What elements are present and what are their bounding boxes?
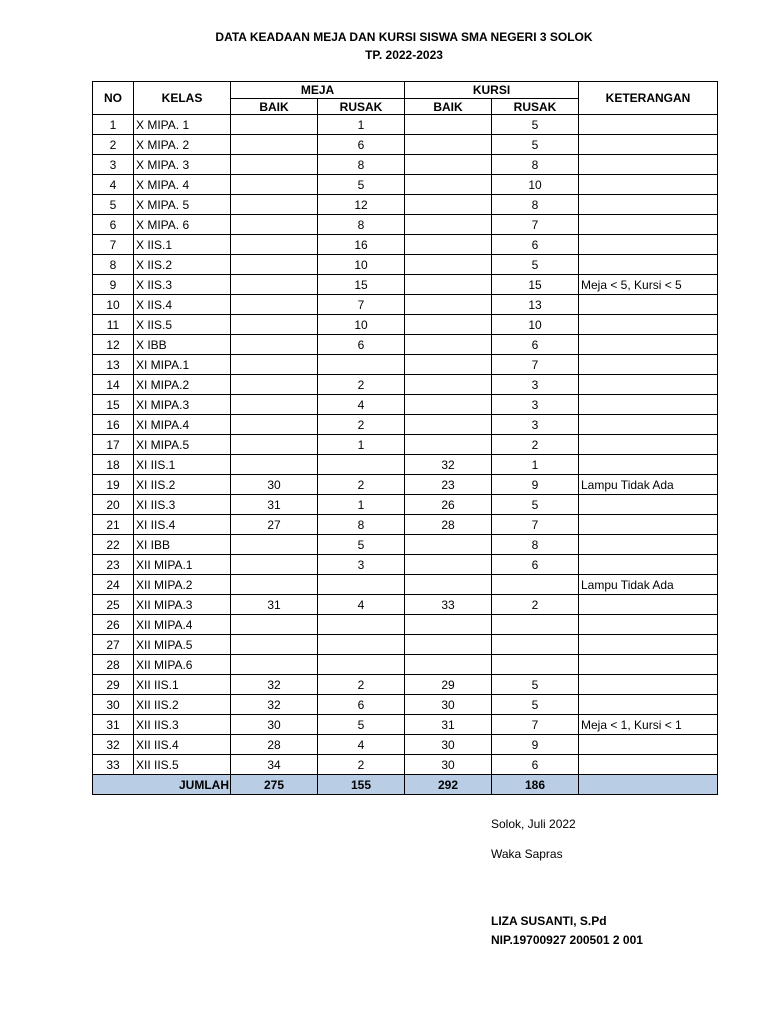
row-kelas: X MIPA. 2	[134, 135, 231, 155]
row-meja-baik	[231, 635, 318, 655]
row-kursi-rusak: 10	[492, 315, 579, 335]
row-meja-baik	[231, 195, 318, 215]
row-keterangan	[579, 255, 718, 275]
row-keterangan	[579, 155, 718, 175]
row-kelas: XII IIS.5	[134, 755, 231, 775]
row-kelas: XII IIS.3	[134, 715, 231, 735]
row-kelas: XI IIS.3	[134, 495, 231, 515]
row-meja-baik	[231, 315, 318, 335]
row-meja-rusak	[318, 455, 405, 475]
row-no: 29	[93, 675, 134, 695]
row-no: 19	[93, 475, 134, 495]
table-row	[93, 575, 718, 595]
table-row	[93, 335, 718, 355]
row-meja-baik	[231, 135, 318, 155]
header-kursi: KURSI	[405, 82, 579, 99]
table-row	[93, 755, 718, 775]
row-kursi-baik: 26	[405, 495, 492, 515]
row-keterangan	[579, 555, 718, 575]
row-kursi-baik	[405, 215, 492, 235]
table-row	[93, 395, 718, 415]
row-no: 11	[93, 315, 134, 335]
row-kursi-baik	[405, 575, 492, 595]
row-kursi-rusak: 3	[492, 415, 579, 435]
row-kursi-baik	[405, 635, 492, 655]
row-kursi-rusak: 2	[492, 595, 579, 615]
row-kelas: X IIS.2	[134, 255, 231, 275]
row-meja-rusak	[318, 655, 405, 675]
table-row	[93, 655, 718, 675]
row-meja-rusak	[318, 615, 405, 635]
header-kursi-baik: BAIK	[405, 99, 492, 115]
row-no: 21	[93, 515, 134, 535]
row-no: 17	[93, 435, 134, 455]
row-meja-rusak: 7	[318, 295, 405, 315]
row-meja-baik	[231, 375, 318, 395]
row-meja-baik	[231, 575, 318, 595]
row-kelas: X MIPA. 1	[134, 115, 231, 135]
row-meja-baik	[231, 415, 318, 435]
row-kursi-baik	[405, 395, 492, 415]
row-keterangan: Lampu Tidak Ada	[579, 475, 718, 495]
row-meja-baik	[231, 435, 318, 455]
table-row	[93, 195, 718, 215]
row-kelas: XII MIPA.4	[134, 615, 231, 635]
row-kelas: X MIPA. 3	[134, 155, 231, 175]
row-kursi-baik	[405, 315, 492, 335]
row-keterangan: Lampu Tidak Ada	[579, 575, 718, 595]
row-kelas: XII IIS.4	[134, 735, 231, 755]
row-kelas: X IIS.4	[134, 295, 231, 315]
document-subtitle: TP. 2022-2023	[365, 48, 443, 62]
row-kelas: X MIPA. 6	[134, 215, 231, 235]
row-kursi-baik	[405, 135, 492, 155]
row-kelas: X IIS.1	[134, 235, 231, 255]
row-no: 23	[93, 555, 134, 575]
row-no: 6	[93, 215, 134, 235]
row-meja-rusak: 8	[318, 515, 405, 535]
table-row	[93, 295, 718, 315]
row-no: 31	[93, 715, 134, 735]
header-no: NO	[93, 82, 134, 115]
row-keterangan	[579, 495, 718, 515]
row-meja-baik: 30	[231, 715, 318, 735]
total-label: JUMLAH	[93, 775, 231, 795]
row-kursi-rusak: 6	[492, 335, 579, 355]
document-title: DATA KEADAAN MEJA DAN KURSI SISWA SMA NEGERI 3 SOLOK	[215, 30, 593, 44]
row-kursi-rusak	[492, 635, 579, 655]
table-row	[93, 355, 718, 375]
table-row	[93, 715, 718, 735]
header-keterangan: KETERANGAN	[579, 82, 718, 115]
row-kursi-rusak: 8	[492, 195, 579, 215]
row-keterangan	[579, 395, 718, 415]
row-kursi-rusak: 7	[492, 355, 579, 375]
table-body	[93, 115, 718, 775]
row-meja-rusak: 5	[318, 175, 405, 195]
row-no: 14	[93, 375, 134, 395]
row-kursi-baik	[405, 535, 492, 555]
row-keterangan	[579, 135, 718, 155]
row-meja-baik: 32	[231, 695, 318, 715]
row-meja-rusak: 4	[318, 595, 405, 615]
table-row	[93, 555, 718, 575]
row-keterangan	[579, 515, 718, 535]
table-row	[93, 475, 718, 495]
row-kursi-baik	[405, 375, 492, 395]
row-kursi-rusak	[492, 615, 579, 635]
row-meja-baik: 27	[231, 515, 318, 535]
row-kursi-rusak: 6	[492, 755, 579, 775]
row-keterangan	[579, 615, 718, 635]
row-kursi-rusak: 5	[492, 695, 579, 715]
row-no: 33	[93, 755, 134, 775]
total-meja-baik: 275	[231, 775, 318, 795]
total-row	[93, 775, 718, 795]
row-meja-baik	[231, 115, 318, 135]
row-kursi-baik	[405, 195, 492, 215]
row-meja-rusak: 16	[318, 235, 405, 255]
row-meja-rusak: 6	[318, 335, 405, 355]
row-kelas: XI MIPA.4	[134, 415, 231, 435]
table-row	[93, 415, 718, 435]
table-row	[93, 595, 718, 615]
row-meja-rusak: 8	[318, 155, 405, 175]
row-no: 5	[93, 195, 134, 215]
row-meja-rusak: 2	[318, 475, 405, 495]
row-kursi-rusak: 7	[492, 515, 579, 535]
row-meja-baik	[231, 255, 318, 275]
row-keterangan	[579, 235, 718, 255]
total-meja-rusak: 155	[318, 775, 405, 795]
row-meja-rusak: 6	[318, 695, 405, 715]
row-kursi-rusak: 5	[492, 495, 579, 515]
row-meja-rusak: 1	[318, 495, 405, 515]
table-row	[93, 435, 718, 455]
row-kursi-rusak: 5	[492, 675, 579, 695]
row-meja-baik	[231, 155, 318, 175]
row-meja-baik: 30	[231, 475, 318, 495]
row-kelas: XI IBB	[134, 535, 231, 555]
row-kursi-rusak	[492, 575, 579, 595]
row-meja-rusak: 5	[318, 715, 405, 735]
row-kelas: X IBB	[134, 335, 231, 355]
row-meja-baik: 28	[231, 735, 318, 755]
row-keterangan	[579, 415, 718, 435]
row-no: 28	[93, 655, 134, 675]
row-no: 20	[93, 495, 134, 515]
table-row	[93, 175, 718, 195]
row-no: 15	[93, 395, 134, 415]
row-meja-rusak: 5	[318, 535, 405, 555]
row-keterangan	[579, 635, 718, 655]
row-kursi-rusak: 9	[492, 475, 579, 495]
row-kursi-rusak: 2	[492, 435, 579, 455]
row-kursi-baik: 32	[405, 455, 492, 475]
row-kursi-baik	[405, 335, 492, 355]
row-kursi-baik	[405, 435, 492, 455]
table-row	[93, 235, 718, 255]
table-row	[93, 615, 718, 635]
row-kursi-rusak: 6	[492, 555, 579, 575]
row-meja-rusak: 2	[318, 675, 405, 695]
signature-nip: NIP.19700927 200501 2 001	[491, 933, 643, 947]
row-keterangan	[579, 435, 718, 455]
row-kelas: XI MIPA.2	[134, 375, 231, 395]
row-no: 9	[93, 275, 134, 295]
row-meja-baik	[231, 215, 318, 235]
row-meja-baik	[231, 655, 318, 675]
row-keterangan: Meja < 5, Kursi < 5	[579, 275, 718, 295]
row-kursi-baik: 29	[405, 675, 492, 695]
row-no: 30	[93, 695, 134, 715]
table-row	[93, 535, 718, 555]
row-kursi-rusak: 8	[492, 535, 579, 555]
row-kursi-rusak	[492, 655, 579, 675]
table-row	[93, 495, 718, 515]
row-no: 25	[93, 595, 134, 615]
row-meja-rusak: 3	[318, 555, 405, 575]
header-kursi-rusak: RUSAK	[492, 99, 579, 115]
table-row	[93, 115, 718, 135]
row-meja-rusak: 2	[318, 375, 405, 395]
row-meja-baik: 31	[231, 495, 318, 515]
row-kursi-baik: 23	[405, 475, 492, 495]
row-keterangan: Meja < 1, Kursi < 1	[579, 715, 718, 735]
row-kursi-baik	[405, 155, 492, 175]
row-meja-rusak: 12	[318, 195, 405, 215]
row-kursi-rusak: 1	[492, 455, 579, 475]
row-meja-baik: 32	[231, 675, 318, 695]
row-meja-rusak	[318, 575, 405, 595]
header-meja-rusak: RUSAK	[318, 99, 405, 115]
row-kelas: XI MIPA.3	[134, 395, 231, 415]
row-meja-rusak: 4	[318, 735, 405, 755]
row-no: 2	[93, 135, 134, 155]
row-no: 3	[93, 155, 134, 175]
row-meja-rusak: 2	[318, 755, 405, 775]
table-row	[93, 735, 718, 755]
row-kelas: XI MIPA.5	[134, 435, 231, 455]
row-no: 22	[93, 535, 134, 555]
row-kursi-rusak: 7	[492, 215, 579, 235]
row-kursi-rusak: 5	[492, 135, 579, 155]
table-row	[93, 215, 718, 235]
row-meja-rusak: 1	[318, 115, 405, 135]
row-kursi-rusak: 8	[492, 155, 579, 175]
row-kelas: XI IIS.2	[134, 475, 231, 495]
row-meja-rusak: 8	[318, 215, 405, 235]
row-meja-baik	[231, 535, 318, 555]
row-keterangan	[579, 335, 718, 355]
table-row	[93, 315, 718, 335]
row-meja-rusak: 6	[318, 135, 405, 155]
row-kursi-baik: 30	[405, 695, 492, 715]
row-keterangan	[579, 535, 718, 555]
row-meja-rusak: 1	[318, 435, 405, 455]
row-keterangan	[579, 755, 718, 775]
row-kursi-baik	[405, 655, 492, 675]
row-kelas: XII MIPA.1	[134, 555, 231, 575]
row-no: 8	[93, 255, 134, 275]
row-kursi-baik	[405, 615, 492, 635]
header-meja-baik: BAIK	[231, 99, 318, 115]
row-kelas: XII MIPA.3	[134, 595, 231, 615]
row-meja-baik: 31	[231, 595, 318, 615]
row-no: 10	[93, 295, 134, 315]
row-kelas: XI IIS.1	[134, 455, 231, 475]
row-meja-baik	[231, 555, 318, 575]
row-kursi-rusak: 9	[492, 735, 579, 755]
row-meja-baik	[231, 175, 318, 195]
row-kelas: XII MIPA.5	[134, 635, 231, 655]
table-row	[93, 275, 718, 295]
table-row	[93, 375, 718, 395]
total-keterangan	[579, 775, 718, 795]
row-kelas: XII MIPA.2	[134, 575, 231, 595]
table-row	[93, 695, 718, 715]
row-kelas: X IIS.3	[134, 275, 231, 295]
row-keterangan	[579, 655, 718, 675]
table-row	[93, 635, 718, 655]
row-kursi-baik	[405, 175, 492, 195]
signature-position: Waka Sapras	[491, 847, 563, 861]
row-kursi-baik	[405, 415, 492, 435]
total-kursi-baik: 292	[405, 775, 492, 795]
row-kursi-rusak: 10	[492, 175, 579, 195]
row-meja-rusak	[318, 355, 405, 375]
row-meja-rusak: 2	[318, 415, 405, 435]
row-meja-baik	[231, 455, 318, 475]
row-no: 24	[93, 575, 134, 595]
row-kursi-rusak: 5	[492, 115, 579, 135]
row-keterangan	[579, 695, 718, 715]
row-kelas: X MIPA. 5	[134, 195, 231, 215]
table-row	[93, 675, 718, 695]
row-keterangan	[579, 195, 718, 215]
row-meja-baik: 34	[231, 755, 318, 775]
row-meja-baik	[231, 295, 318, 315]
row-meja-rusak	[318, 635, 405, 655]
row-keterangan	[579, 455, 718, 475]
row-kursi-rusak: 13	[492, 295, 579, 315]
signature-name: LIZA SUSANTI, S.Pd	[491, 914, 607, 928]
row-kursi-rusak: 6	[492, 235, 579, 255]
row-no: 18	[93, 455, 134, 475]
row-keterangan	[579, 595, 718, 615]
row-no: 4	[93, 175, 134, 195]
row-meja-baik	[231, 395, 318, 415]
row-meja-rusak: 10	[318, 255, 405, 275]
table-row	[93, 455, 718, 475]
total-kursi-rusak: 186	[492, 775, 579, 795]
row-keterangan	[579, 295, 718, 315]
row-kursi-baik	[405, 235, 492, 255]
row-kursi-baik: 31	[405, 715, 492, 735]
row-keterangan	[579, 355, 718, 375]
row-no: 16	[93, 415, 134, 435]
table-row	[93, 155, 718, 175]
row-no: 13	[93, 355, 134, 375]
row-no: 27	[93, 635, 134, 655]
row-meja-baik	[231, 355, 318, 375]
row-kelas: XII MIPA.6	[134, 655, 231, 675]
header-meja: MEJA	[231, 82, 405, 99]
header-kelas: KELAS	[134, 82, 231, 115]
row-meja-baik	[231, 335, 318, 355]
row-meja-baik	[231, 235, 318, 255]
row-no: 12	[93, 335, 134, 355]
row-meja-baik	[231, 615, 318, 635]
row-keterangan	[579, 215, 718, 235]
row-no: 32	[93, 735, 134, 755]
furniture-table	[92, 81, 718, 795]
row-kursi-baik	[405, 115, 492, 135]
table-row	[93, 515, 718, 535]
row-no: 26	[93, 615, 134, 635]
signature-place-date: Solok, Juli 2022	[491, 817, 576, 831]
row-keterangan	[579, 175, 718, 195]
row-keterangan	[579, 315, 718, 335]
row-no: 7	[93, 235, 134, 255]
row-no: 1	[93, 115, 134, 135]
row-keterangan	[579, 735, 718, 755]
row-kursi-rusak: 7	[492, 715, 579, 735]
row-kelas: XII IIS.1	[134, 675, 231, 695]
row-kelas: XI IIS.4	[134, 515, 231, 535]
row-kursi-baik: 30	[405, 735, 492, 755]
row-kursi-baik: 28	[405, 515, 492, 535]
row-kelas: X IIS.5	[134, 315, 231, 335]
row-kursi-rusak: 15	[492, 275, 579, 295]
row-keterangan	[579, 675, 718, 695]
table-row	[93, 255, 718, 275]
row-kursi-baik	[405, 295, 492, 315]
row-meja-rusak: 15	[318, 275, 405, 295]
row-kelas: XII IIS.2	[134, 695, 231, 715]
row-kursi-rusak: 5	[492, 255, 579, 275]
row-meja-rusak: 4	[318, 395, 405, 415]
row-kursi-baik: 33	[405, 595, 492, 615]
row-meja-rusak: 10	[318, 315, 405, 335]
row-meja-baik	[231, 275, 318, 295]
row-kelas: XI MIPA.1	[134, 355, 231, 375]
row-kursi-rusak: 3	[492, 375, 579, 395]
row-keterangan	[579, 115, 718, 135]
row-kursi-baik	[405, 355, 492, 375]
row-kelas: X MIPA. 4	[134, 175, 231, 195]
row-kursi-baik	[405, 275, 492, 295]
row-kursi-baik	[405, 555, 492, 575]
row-keterangan	[579, 375, 718, 395]
row-kursi-baik: 30	[405, 755, 492, 775]
row-kursi-baik	[405, 255, 492, 275]
table-row	[93, 135, 718, 155]
row-kursi-rusak: 3	[492, 395, 579, 415]
